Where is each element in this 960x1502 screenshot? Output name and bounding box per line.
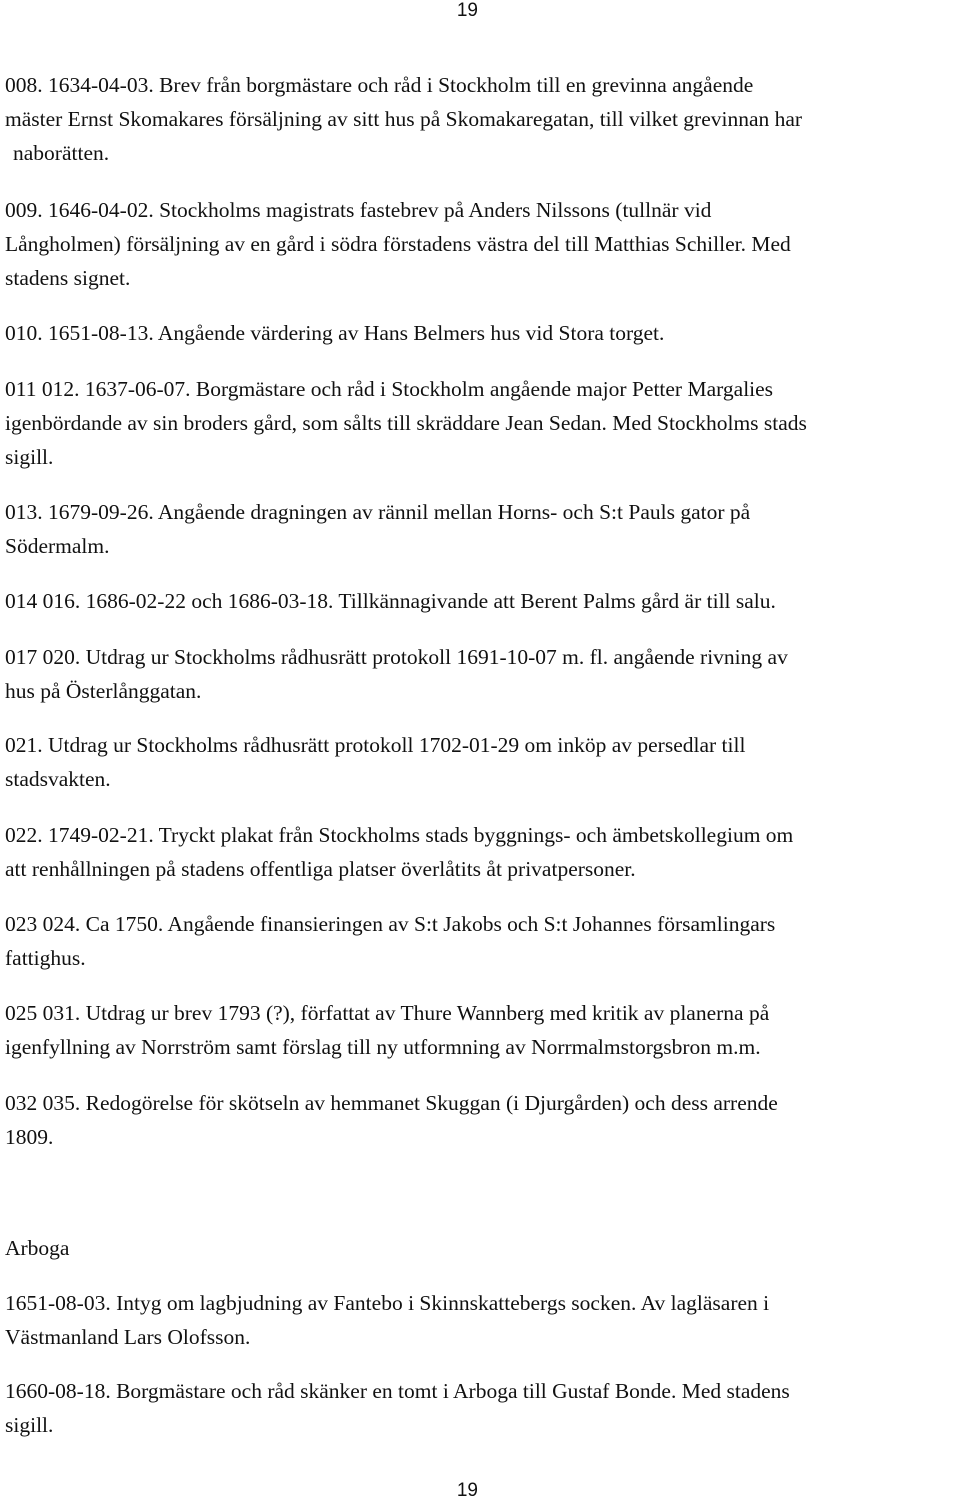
page-number-bottom: 19 bbox=[456, 1480, 478, 1501]
document-entry bbox=[5, 818, 955, 886]
entry-line: 014 016. 1686-02-22 och 1686-03-18. Tillkännagivande att Berent Palms gård är till salu. bbox=[5, 589, 776, 613]
entry-line: naborätten. bbox=[13, 141, 110, 165]
entry-line: 1809. bbox=[5, 1125, 54, 1149]
document-entry bbox=[5, 68, 955, 170]
entry-line: 1651-08-03. Intyg om lagbjudning av Fantebo i Skinnskattebergs socken. Av lagläsaren i bbox=[5, 1291, 770, 1315]
document-entry bbox=[5, 1086, 955, 1154]
entry-line: Långholmen) försäljning av en gård i södra förstadens västra del till Matthias Schiller. Med bbox=[5, 232, 791, 256]
document-entry bbox=[5, 584, 955, 618]
entry-line: 1660-08-18. Borgmästare och råd skänker en tomt i Arboga till Gustaf Bonde. Med stadens bbox=[5, 1379, 790, 1403]
entry-line: 032 035. Redogörelse för skötseln av hemmanet Skuggan (i Djurgården) och dess arrende bbox=[5, 1091, 778, 1115]
entry-line: 021. Utdrag ur Stockholms rådhusrätt protokoll 1702-01-29 om inköp av persedlar till bbox=[5, 733, 746, 757]
document-entry bbox=[5, 1286, 955, 1354]
entry-line: mäster Ernst Skomakares försäljning av sitt hus på Skomakaregatan, till vilket grevinnan har bbox=[5, 107, 803, 131]
entry-line: Södermalm. bbox=[5, 534, 110, 558]
document-entry bbox=[5, 372, 955, 474]
entry-line: 009. 1646-04-02. Stockholms magistrats fastebrev på Anders Nilssons (tullnär vid bbox=[5, 198, 712, 222]
document-entry bbox=[5, 728, 955, 796]
entry-line: stadens signet. bbox=[5, 266, 131, 290]
entry-line: 017 020. Utdrag ur Stockholms rådhusrätt protokoll 1691-10-07 m. fl. angående rivning av bbox=[5, 645, 788, 669]
entry-line: 013. 1679-09-26. Angående dragningen av rännil mellan Horns- och S:t Pauls gator på bbox=[5, 500, 751, 524]
document-entry bbox=[5, 495, 955, 563]
entry-line: sigill. bbox=[5, 1413, 54, 1437]
entry-line: stadsvakten. bbox=[5, 767, 111, 791]
entry-line: hus på Österlånggatan. bbox=[5, 679, 202, 703]
section-heading-arboga: Arboga bbox=[5, 1236, 70, 1260]
entry-line: 025 031. Utdrag ur brev 1793 (?), författat av Thure Wannberg med kritik av planerna på bbox=[5, 1001, 770, 1025]
document-entry bbox=[5, 1374, 955, 1442]
entry-line: 010. 1651-08-13. Angående värdering av Hans Belmers hus vid Stora torget. bbox=[5, 321, 665, 345]
document-entry bbox=[5, 907, 955, 975]
entry-line: att renhållningen på stadens offentliga platser överlåtits åt privatpersoner. bbox=[5, 857, 636, 881]
entry-line: Västmanland Lars Olofsson. bbox=[5, 1325, 251, 1349]
document-entry bbox=[5, 640, 955, 708]
page-number-top: 19 bbox=[456, 0, 478, 21]
entry-line: 023 024. Ca 1750. Angående finansieringen av S:t Jakobs och S:t Johannes församlingars bbox=[5, 912, 776, 936]
entry-line: sigill. bbox=[5, 445, 54, 469]
entry-line: igenfyllning av Norrström samt förslag till ny utformning av Norrmalmstorgsbron m.m. bbox=[5, 1035, 761, 1059]
document-entry bbox=[5, 316, 955, 350]
document-entry bbox=[5, 193, 955, 295]
entry-line: 022. 1749-02-21. Tryckt plakat från Stockholms stads byggnings- och ämbetskollegium om bbox=[5, 823, 794, 847]
entry-line: igenbördande av sin broders gård, som sålts till skräddare Jean Sedan. Med Stockholms stads bbox=[5, 411, 807, 435]
entry-line: fattighus. bbox=[5, 946, 86, 970]
entry-line: 011 012. 1637-06-07. Borgmästare och råd i Stockholm angående major Petter Margalies bbox=[5, 377, 774, 401]
entry-line: 008. 1634-04-03. Brev från borgmästare och råd i Stockholm till en grevinna angående bbox=[5, 73, 754, 97]
document-entry bbox=[5, 996, 955, 1064]
